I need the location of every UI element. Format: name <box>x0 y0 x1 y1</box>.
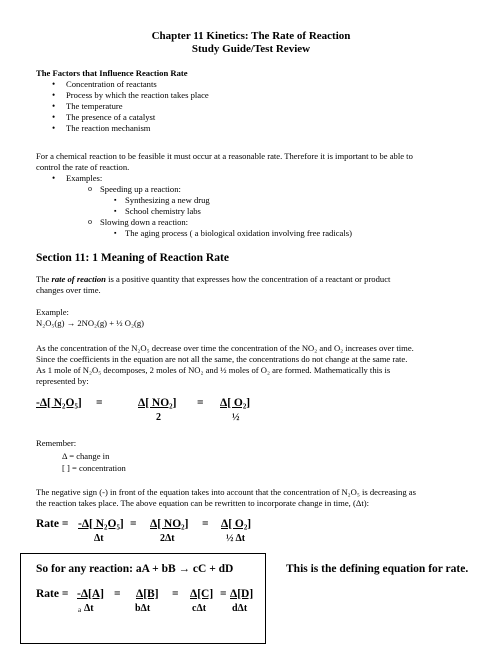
eq1-denominator-3: ½ <box>232 412 240 423</box>
box-denominator-d: dΔt <box>232 603 248 614</box>
eq1-term-1: -Δ[ N₂O₅] <box>36 397 82 409</box>
definition-line-2: changes over time. <box>36 285 101 295</box>
box-denominator-b: bΔt <box>135 603 151 614</box>
paragraph-line-1: As the concentration of the N₂O₅ decrease over time the concentration of the NO₂ and O₂ increases over time. <box>36 343 414 353</box>
slowing-items <box>114 228 352 239</box>
rate-denominator-3: ½ Δt <box>226 533 246 544</box>
negative-sign-line-2: the reaction takes place. The above equation can be rewritten to incorporate change in time, (Δt): <box>36 498 369 508</box>
reaction-equation: N₂O₅(g) → 2NO₂(g) + ½ O₂(g) <box>36 318 145 328</box>
rate-equals-2: = <box>202 518 209 530</box>
rate-denominator-2: 2Δt <box>160 533 175 544</box>
speeding-label: o Speeding up a reaction: <box>88 184 181 195</box>
box-denominator-c: cΔt <box>192 603 207 614</box>
list-item: ▪ The aging process ( a biological oxidation involving free radicals) <box>114 228 352 239</box>
list-item: • Process by which the reaction takes place <box>52 90 209 101</box>
definition-line-1: The rate of reaction is a positive quantity that expresses how the concentration of a reactant or product <box>36 274 391 284</box>
slowing-label: o Slowing down a reaction: <box>88 217 188 228</box>
rate-term-2: Δ[ NO₂] <box>150 518 189 530</box>
slowing-list <box>88 217 188 228</box>
box-rate-lead: Rate = <box>36 588 69 600</box>
eq1-term-2: Δ[ NO₂] <box>138 397 177 409</box>
list-item: ▪ Synthesizing a new drug <box>114 195 210 206</box>
eq1-equals-2: = <box>197 397 204 409</box>
section-heading: Section 11: 1 Meaning of Reaction Rate <box>36 252 229 264</box>
box-equals-1: = <box>114 588 121 600</box>
factors-list <box>52 79 209 134</box>
speeding-items <box>114 195 210 217</box>
rate-term-3: Δ[ O₂] <box>221 518 252 530</box>
example-label: Example: <box>36 307 69 317</box>
factors-heading: The Factors that Influence Reaction Rate <box>36 68 188 78</box>
box-equals-2: = <box>172 588 179 600</box>
eq1-equals-1: = <box>96 397 103 409</box>
paragraph-line-2: Since the coefficients in the equation are not all the same, the concentrations do not change at the same rate. <box>36 354 408 364</box>
box-term-b: Δ[B] <box>136 588 159 600</box>
intro-line-1: For a chemical reaction to be feasible it must occur at a reasonable rate. Therefore it is important to be able to <box>36 151 413 161</box>
box-term-d: Δ[D] <box>230 588 254 600</box>
list-item: • The presence of a catalyst <box>52 112 209 123</box>
remember-label: Remember: <box>36 438 77 448</box>
list-item: • Concentration of reactants <box>52 79 209 90</box>
negative-sign-line-1: The negative sign (-) in front of the equation takes into account that the concentration of N₂O₅ is decreasing as <box>36 487 416 497</box>
examples-label: • Examples: <box>52 173 102 184</box>
examples-list <box>52 173 102 184</box>
page-title: Chapter 11 Kinetics: The Rate of Reaction <box>151 30 351 42</box>
remember-delta: Δ = change in <box>62 451 110 461</box>
intro-line-2: control the rate of reaction. <box>36 162 130 172</box>
box-denominator-a: Δt <box>84 603 94 614</box>
list-item: • The reaction mechanism <box>52 123 209 134</box>
rate-equals-1: = <box>130 518 137 530</box>
defining-equation-note: This is the defining equation for rate. <box>286 563 469 575</box>
speeding-list <box>88 184 181 195</box>
eq1-denominator-2: 2 <box>156 412 161 423</box>
box-equals-3: = <box>220 588 227 600</box>
rate-lead: Rate = <box>36 518 69 530</box>
page-subtitle: Study Guide/Test Review <box>191 43 311 55</box>
eq1-term-3: Δ[ O₂] <box>220 397 251 409</box>
remember-brackets: [ ] = concentration <box>62 463 126 473</box>
paragraph-line-4: represented by: <box>36 376 89 386</box>
list-item: ▪ School chemistry labs <box>114 206 210 217</box>
box-coefficient-a: a <box>78 606 82 614</box>
general-reaction: So for any reaction: aA + bB → cC + dD <box>36 563 234 575</box>
paragraph-line-3: As 1 mole of N₂O₅ decomposes, 2 moles of NO₂ and ½ moles of O₂ are formed. Mathematically this is <box>36 365 391 375</box>
box-term-a: -Δ[A] <box>77 588 105 600</box>
list-item: • The temperature <box>52 101 209 112</box>
box-term-c: Δ[C] <box>190 588 214 600</box>
rate-term-1: -Δ[ N₂O₅] <box>78 518 124 530</box>
definition-term: rate of reaction <box>51 274 106 284</box>
rate-denominator-1: Δt <box>94 533 104 544</box>
